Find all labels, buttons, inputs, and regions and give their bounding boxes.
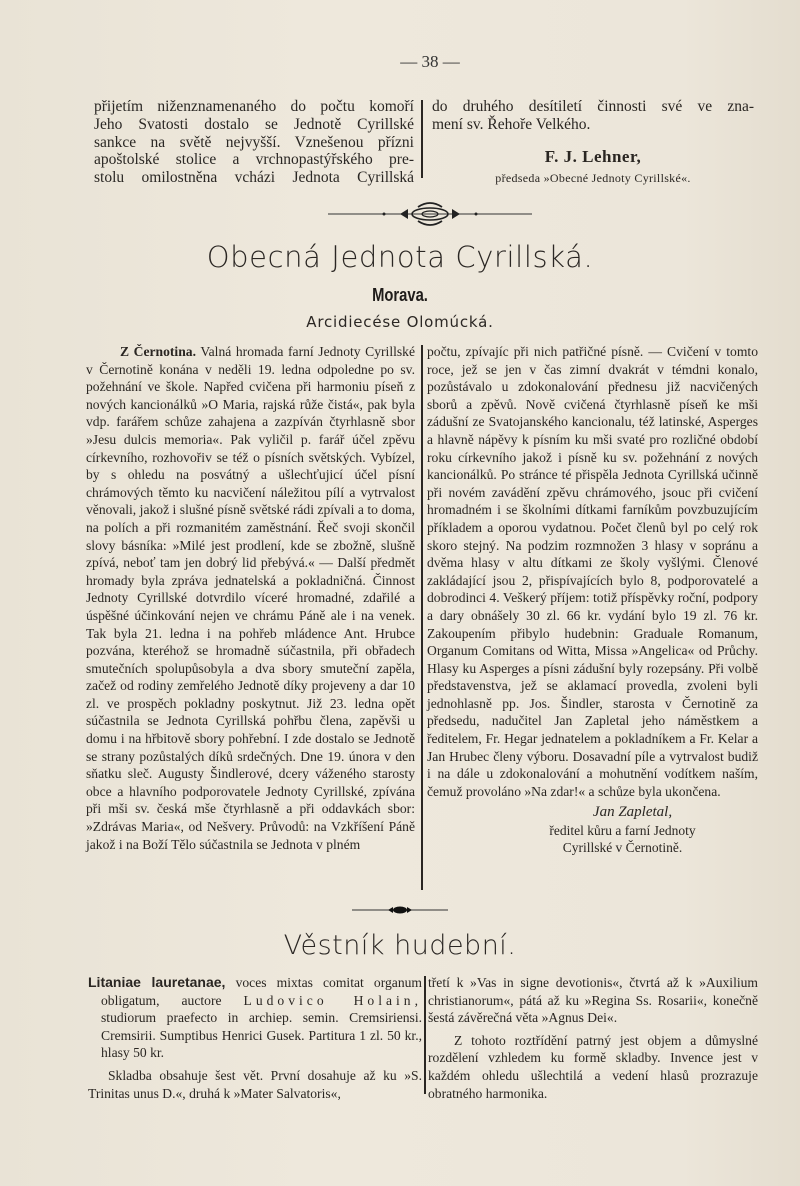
- section-title-cyrillska: Obecná Jednota Cyrillská.: [206, 240, 594, 274]
- signature-zapletal-role-1: ředitel kůru a farní Jednoty: [549, 823, 696, 839]
- intro-line: do druhého desítiletí činnosti své ve zna-: [432, 98, 754, 115]
- intro-line: Jeho Svatosti dostalo se Jednotě Cyrillské: [94, 115, 414, 133]
- diocese-heading: Arcidiecése Olomúcká.: [306, 313, 494, 331]
- column-divider: [424, 976, 426, 1094]
- column-divider: [421, 100, 423, 178]
- report-text-left: Valná hromada farní Jednoty Cyrillské v Černotině konána v neděli 19. ledna odpoledne po sv. požehnání ve škole. Napřed cvičena při harmoniu píseň z nových kancionálků »O Maria, rajská růže čistá«, pak byla vdp. farářem schůze zahajena a zazpíván čtyrhlasně sbor »Jesu dulcis memoria«. Pak vyličil p. farář účel zpěvu církevního, rozhovořiv se též o písních světských. Vybízel, by s ohledu na posvátný a ušlechťujicí účel písní chrámových těmto ku nacvičení náležitou pílí a vytrvalost věnovali, jakož i slušné písně světské rádi zpívali a to doma, na polích a při rozmanitém zaměstnání. Řeč svoji skončil slovy básníka: »Milé jest prodlení, kde se zbožně, slušně zpívá, neboť tam jen dobrý lid přebývá.« — Další předmět hromady byla zpráva jednatelská a pokladničná. Činnost Jednoty Cyrillské dotvrdilo víceré hromadné, zdařilé a úspěšné účinkování nejen ve chrámu Páně ale i na venek. Tak byla 21. ledna i na pohřeb mládence Ant. Hrubce pozvána, kteréhož se hromadně súčastnila, při obřadech smutečních spolupůsobyla a dva sbory smuteční zapěla, začež od rodiny zemřelého Jednotě díky projeveny a dar 10 zl. ve prospěch pokladny poskytnut. Již 23. ledna opět súčastnila se Jednota Cyrillská pohřbu člena, zapěvši u domu i na hřbitově sbory pohřební. I zde dostalo se Jednotě se strany pozůstalých díků srdečných. Dne 19. února v den sňatku sleč. Augusty Šindlerové, dcery váženého starosty obce a hlavního podporovatele Jednoty Cyrillské, zpívána při mši sv. česká mše čtyrhlasně a při oddavkách sbor: »Zdrávas Maria«, od Nešvery. Průvodů: na Vzkříšení Páně jakož i na Boží Tělo súčastnila se Jednota v plném: [86, 344, 416, 852]
- ornament-divider: [320, 200, 540, 228]
- column-divider: [421, 345, 423, 890]
- entry-title: Litaniae lauretanae,: [88, 974, 226, 990]
- signature-lehner: F. J. Lehner,: [544, 147, 642, 166]
- intro-line: mení sv. Řehoře Velkého.: [432, 115, 591, 133]
- vestnik-left-paragraph: Skladba obsahuje šest vět. První dosahuje až ku »S. Trinitas unus D.«, druhá k »Mater Salvatoris«,: [88, 1067, 422, 1101]
- vestnik-left-column: [88, 974, 422, 1102]
- intro-left-column: [94, 98, 414, 187]
- report-left-column: [86, 343, 415, 853]
- entry-author: Ludovico Holain,: [243, 992, 422, 1008]
- vestnik-right-column: [428, 974, 758, 1102]
- report-lead: Z Černotina.: [120, 344, 196, 359]
- signature-lehner-role: předseda »Obecné Jednoty Cyrillské«.: [495, 171, 691, 185]
- intro-line: stolu omilostněna vcházi Jednota Cyrillská: [94, 169, 414, 187]
- report-right-column: [427, 343, 758, 856]
- intro-right-column: [432, 98, 754, 134]
- signature-zapletal: Jan Zapletal,: [592, 804, 673, 821]
- section-title-vestnik: Věstník hudební.: [283, 930, 517, 961]
- ornament-divider-small: [350, 903, 450, 917]
- page-number: — 38 —: [400, 52, 460, 71]
- region-heading: Morava.: [372, 285, 428, 305]
- vestnik-right-paragraph-2: Z tohoto roztřídění patrný jest objem a důmyslné rozdělení vzhledem ku formě skladby. Invence jest v každém ohledu ušlechtilá a vedení hlasů prozrazuje obratného harmonika.: [428, 1032, 758, 1101]
- intro-line: sankce na světě nejvyšší. Vznešenou přízni: [94, 133, 414, 151]
- entry-desc-b: studiorum praefecto in archiep. semin. Cremsiriensi. Cremsirii. Sumptibus Henrici Gusek. Partitura 1 zl. 50 kr., hlasy 50 kr.: [101, 1010, 422, 1061]
- entry-desc-a: voces mixtas comitat organum obligatum, auctore: [101, 975, 422, 1008]
- report-text-right: počtu, zpívajíc při nich patřičné písně. — Cvičení v tomto roce, jež se jen v čas zimní dvakrát v témdni konalo, pozůstávalo u zdokonalování přednesu již nacvičených sborů a zpěvů. Nově cvičená čtyrhlasně píseň ke mši zádušní ze Svatojanského kancionalu, též latinské, Asperges a hlavně nápěvy k písním ku mši svaté pro rozličné období roku církevního jakož i písně ku sv. požehnání z nových kancionálků. Po stránce té přispěla Jednota Cyrillská učinně při novém zavádění zpěvu chrámového, jsouc při cvičení hromadném i se školními dítkami farníkům povzbuzujícím příkladem a oporou vydatnou. Počet členů byl po celý rok skoro stejný. Na podzim rozmnožen 3 hlasy v sopránu a dvěma hlasy v altu dítkami ze školy vyšlými. Členové zakládající jsou 2, přispívajících bylo 8, podporovatelé a dobrodinci 4. Veškerý příjem: totiž příspěvky roční, podpory a dary obnášely 30 zl. 66 kr. vydání bylo 19 zl. 76 kr. Zakoupením přibylo hudebnin: Graduale Romanum, Organum Comitans od Witta, Missa »Angelica« od Průchy. Hlasy ku Asperges a písni zádušní byly rozepsány. Při volbě představenstva, jež se aklamací provedla, zvoleni byli jednohlasně pp. Jos. Šindler, starosta v Černotině za předsedu, nadučitel Jan Zapletal jeho náměstkem a ředitelem, Fr. Hegar jednatelem a pokladníkem a Fr. Kelar a Jan Hrubec členy výboru. Dosavadní píle a vytrvalost budiž i na dále u zdokonalování a mohutnění vodítkem naším, čemuž provoláno »Na zdar!« a schůze byla ukončena.: [427, 344, 758, 799]
- intro-line: přijetím niženznamenaného do počtu komoří: [94, 98, 414, 115]
- vestnik-right-paragraph-1: třetí k »Vas in signe devotionis«, čtvrtá až k »Auxilium christianorum«, pátá až ku »Regina Ss. Rosarii«, konečně šestá závěrečná věta »Agnus Dei«.: [428, 975, 758, 1026]
- signature-zapletal-role-2: Cyrillské v Černotině.: [562, 840, 683, 856]
- intro-line: apoštolské stolice a vrchnopastýřského pre-: [94, 151, 414, 169]
